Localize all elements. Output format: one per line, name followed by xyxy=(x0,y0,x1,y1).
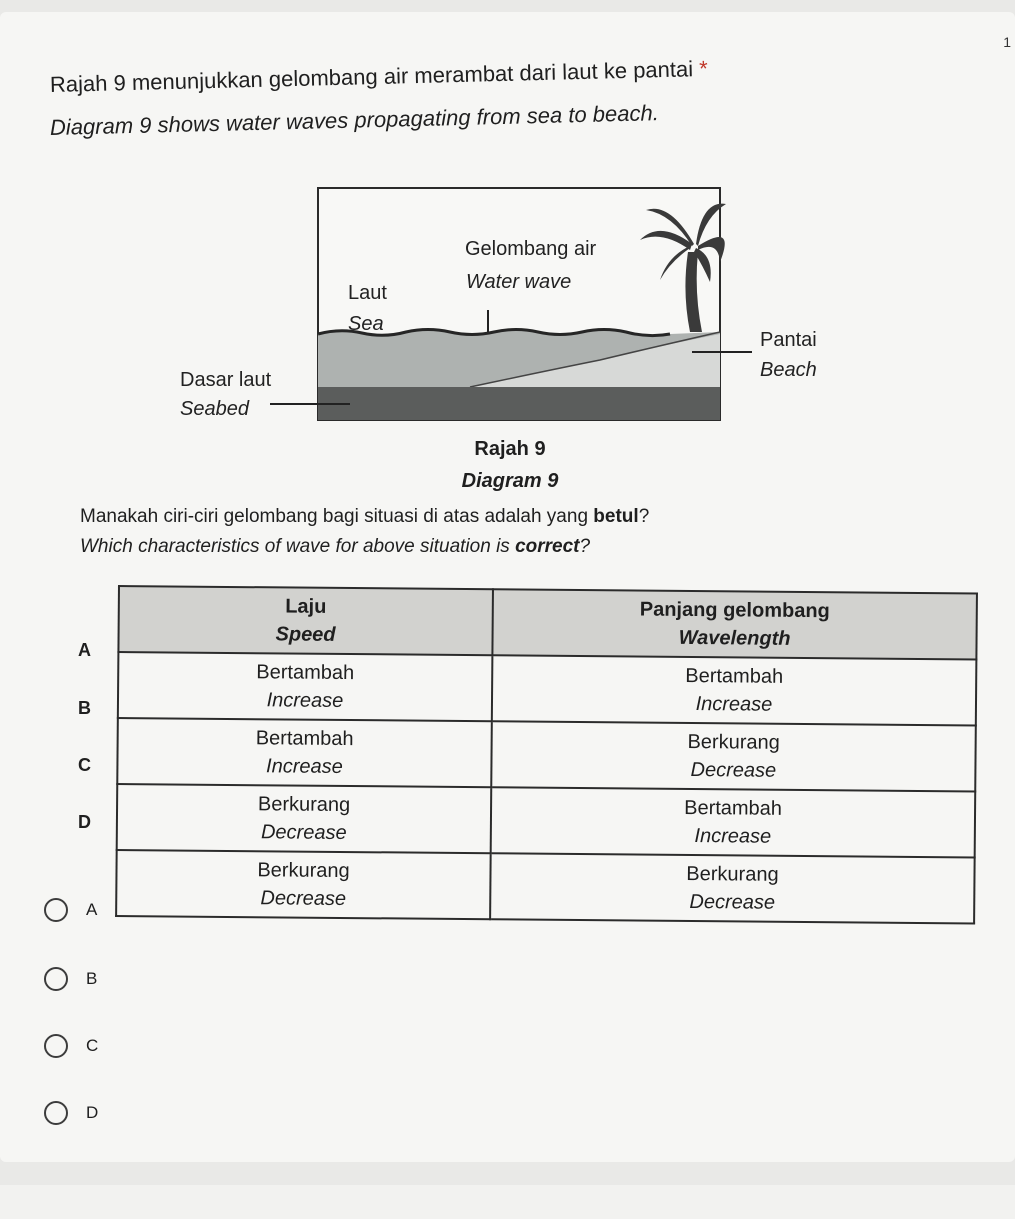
cell-wavelength-en: Decrease xyxy=(689,890,776,914)
choice-c-radio[interactable] xyxy=(44,1034,98,1058)
cell-speed-en: Decrease xyxy=(260,887,347,911)
cell-wavelength xyxy=(490,853,975,923)
cell-wavelength-ms: Bertambah xyxy=(684,796,783,820)
required-mark: * xyxy=(698,55,709,82)
cell-speed-ms: Berkurang xyxy=(257,793,351,817)
cell-speed-ms: Berkurang xyxy=(257,859,350,883)
row-letter: D xyxy=(78,812,91,832)
options-table xyxy=(115,585,978,924)
label-sea-ms: Laut xyxy=(348,282,387,304)
next-card-edge xyxy=(0,1185,1015,1219)
question-card xyxy=(0,12,1015,1162)
cell-wavelength xyxy=(492,655,977,725)
choice-label: C xyxy=(86,1036,99,1055)
cell-speed-en: Increase xyxy=(266,689,344,712)
sub-question-malay-prefix: Manakah ciri-ciri gelombang bagi situasi di atas adalah yang xyxy=(80,506,594,527)
label-beach-ms: Pantai xyxy=(760,329,817,351)
table-row xyxy=(116,850,975,923)
sub-question-malay-suffix: ? xyxy=(638,506,650,527)
header-wavelength-en: Wavelength xyxy=(678,626,791,650)
choice-a-radio[interactable] xyxy=(44,898,97,922)
choice-d-radio[interactable] xyxy=(44,1101,98,1125)
header-speed-en: Speed xyxy=(275,623,336,646)
label-sea-en: Sea xyxy=(348,313,384,335)
sub-question-english-suffix: ? xyxy=(579,536,591,557)
cell-speed xyxy=(116,850,491,919)
choice-b-radio[interactable] xyxy=(44,967,97,991)
cell-wavelength-en: Increase xyxy=(695,693,773,716)
label-seabed-ms: Dasar laut xyxy=(180,369,272,391)
sub-question-english-prefix: Which characteristics of wave for above situation is xyxy=(80,536,516,557)
cell-wavelength xyxy=(491,721,976,791)
label-beach-en: Beach xyxy=(760,359,817,381)
diagram-caption-ms: Rajah 9 xyxy=(474,438,546,460)
seabed-layer xyxy=(318,387,720,420)
diagram-caption-en xyxy=(170,470,850,493)
sub-question-english xyxy=(80,536,590,558)
cell-wavelength-ms: Bertambah xyxy=(685,664,784,688)
sub-question-malay xyxy=(80,506,649,528)
cell-speed xyxy=(118,652,493,721)
label-seabed-en: Seabed xyxy=(180,398,249,420)
question-number: 1 xyxy=(1003,34,1011,50)
cell-speed-ms: Bertambah xyxy=(255,727,354,751)
table-row xyxy=(118,652,977,725)
cell-speed xyxy=(117,718,492,787)
row-letter: C xyxy=(78,755,91,775)
radio-circle-icon[interactable] xyxy=(44,967,68,991)
cell-speed-en: Decrease xyxy=(260,821,347,845)
question-text-english: Diagram 9 shows water waves propagating from sea to beach. xyxy=(49,100,660,140)
radio-circle-icon[interactable] xyxy=(44,898,68,922)
sub-question-malay-bold: betul xyxy=(593,506,639,527)
row-letter: B xyxy=(78,698,91,718)
table-row xyxy=(117,718,976,791)
table-header-row xyxy=(118,586,977,659)
header-speed xyxy=(118,586,493,655)
cell-wavelength xyxy=(491,787,976,857)
table-row xyxy=(117,784,976,857)
cell-wavelength-en: Increase xyxy=(694,825,772,848)
header-wavelength xyxy=(492,589,977,659)
cell-speed-ms: Bertambah xyxy=(256,661,355,685)
choice-label: A xyxy=(86,900,98,919)
row-letter: A xyxy=(78,640,91,660)
question-text-malay-body: Rajah 9 menunjukkan gelombang air merambat dari laut ke pantai xyxy=(49,56,694,97)
cell-speed xyxy=(117,784,492,853)
label-wave-en: Water wave xyxy=(466,271,572,293)
cell-wavelength-ms: Berkurang xyxy=(687,730,780,754)
cell-wavelength-ms: Berkurang xyxy=(686,862,779,886)
choice-label: D xyxy=(86,1103,99,1122)
radio-circle-icon[interactable] xyxy=(44,1034,68,1058)
wave-diagram xyxy=(170,182,850,502)
cell-wavelength-en: Decrease xyxy=(690,759,777,782)
header-wavelength-ms: Panjang gelombang xyxy=(639,598,830,623)
header-speed-ms: Laju xyxy=(285,595,327,618)
radio-circle-icon[interactable] xyxy=(44,1101,68,1125)
choice-label: B xyxy=(86,969,98,988)
sub-question-english-bold: correct xyxy=(515,536,580,557)
label-wave-ms: Gelombang air xyxy=(465,238,597,260)
cell-speed-en: Increase xyxy=(265,755,343,778)
diagram-caption-en-text: Diagram 9 xyxy=(461,470,559,492)
question-text-malay xyxy=(50,56,708,98)
